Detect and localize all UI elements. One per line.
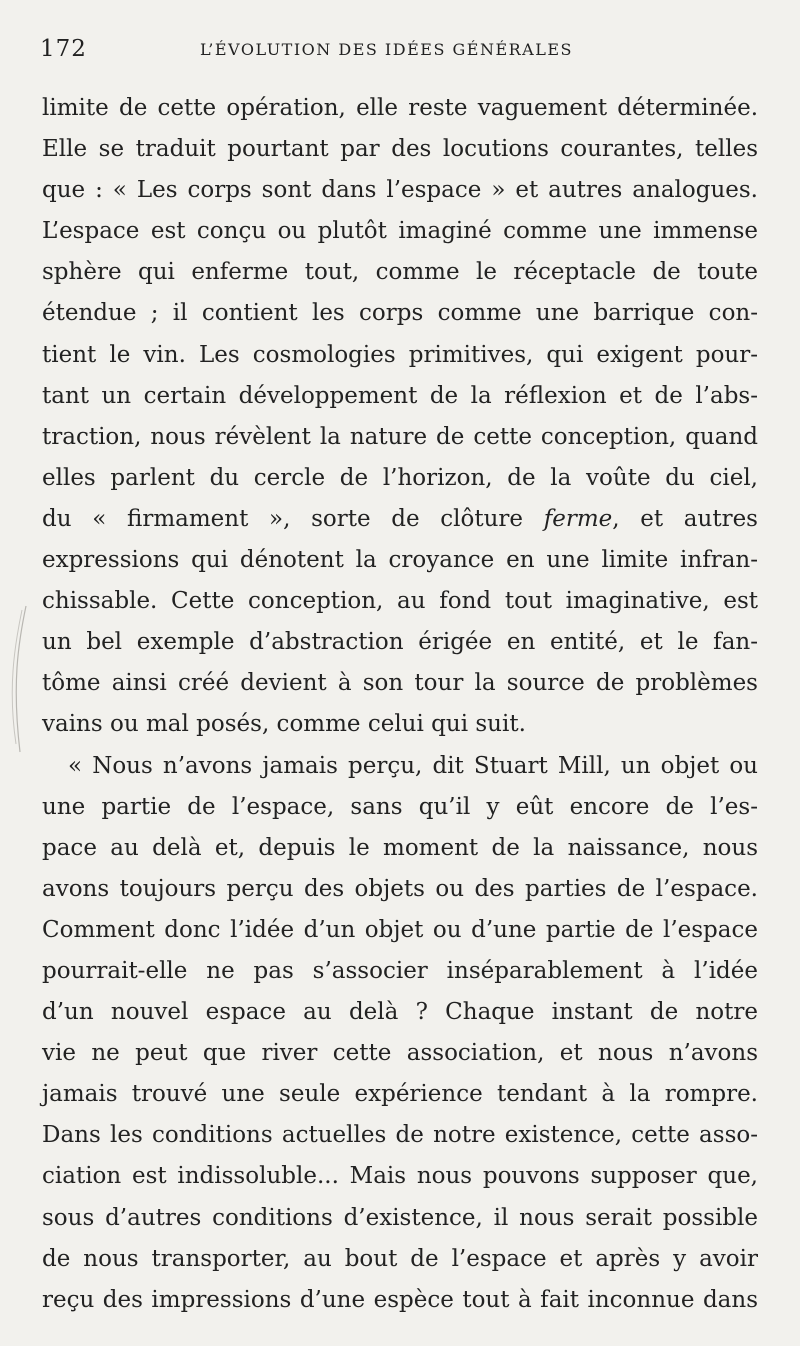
italic-word: ferme: [543, 505, 613, 532]
running-title: L’ÉVOLUTION DES IDÉES GÉNÉRALES: [200, 40, 573, 59]
text-line: vains ou mal posés, comme celui qui suit.: [42, 711, 526, 738]
text-line: tôme ainsi créé devient à son tour la source de problèmes: [42, 670, 758, 697]
text-line: ciation est indissoluble... Mais nous pouvons supposer que,: [42, 1163, 758, 1190]
text-line: vie ne peut que river cette association, et nous n’avons: [42, 1040, 758, 1067]
text-line: jamais trouvé une seule expérience tendant à la rompre.: [42, 1081, 758, 1108]
running-header: [40, 36, 760, 68]
text-line: Dans les conditions actuelles de notre existence, cette asso-: [42, 1122, 758, 1149]
text-line: Elle se traduit pourtant par des locutions courantes, telles: [42, 136, 758, 163]
text-segment: , et autres: [612, 505, 758, 532]
text-line: pourrait-elle ne pas s’associer inséparablement à l’idée: [42, 957, 758, 984]
text-line: sphère qui enferme tout, comme le réceptacle de toute: [42, 259, 758, 286]
text-line: étendue ; il contient les corps comme une barrique con-: [42, 300, 758, 327]
text-line: une partie de l’espace, sans qu’il y eût encore de l’es-: [42, 793, 758, 820]
text-line: sous d’autres conditions d’existence, il nous serait possible: [42, 1204, 758, 1231]
margin-pencil-mark: [4, 604, 34, 754]
text-line: tant un certain développement de la réflexion et de l’abs-: [42, 382, 758, 409]
text-line: un bel exemple d’abstraction érigée en entité, et le fan-: [42, 629, 758, 656]
body-text: [42, 88, 758, 1321]
text-line: chissable. Cette conception, au fond tout imaginative, est: [42, 588, 758, 615]
text-line: Comment donc l’idée d’un objet ou d’une partie de l’espace: [42, 916, 758, 943]
text-line: L’espace est conçu ou plutôt imaginé comme une immense: [42, 218, 758, 245]
text-line: de nous transporter, au bout de l’espace et après y avoir: [42, 1245, 758, 1272]
text-line: « Nous n’avons jamais perçu, dit Stuart Mill, un objet ou: [68, 752, 758, 779]
paragraph-1: [42, 88, 758, 746]
text-line: traction, nous révèlent la nature de cette conception, quand: [42, 423, 758, 450]
text-line: tient le vin. Les cosmologies primitives, qui exigent pour-: [42, 341, 758, 368]
text-line: elles parlent du cercle de l’horizon, de la voûte du ciel,: [42, 464, 758, 491]
page-number: 172: [40, 36, 87, 62]
text-line: d’un nouvel espace au delà ? Chaque instant de notre: [42, 999, 758, 1026]
text-line: reçu des impressions d’une espèce tout à fait inconnue dans: [42, 1286, 758, 1313]
text-segment: du « firmament », sorte de clôture: [42, 505, 544, 532]
text-line: que : « Les corps sont dans l’espace » et autres analogues.: [42, 177, 758, 204]
text-line: avons toujours perçu des objets ou des parties de l’espace.: [42, 875, 758, 902]
text-line: expressions qui dénotent la croyance en une limite infran-: [42, 547, 758, 574]
text-line: limite de cette opération, elle reste vaguement déterminée.: [42, 95, 758, 121]
paragraph-2: [42, 746, 758, 1321]
text-line: pace au delà et, depuis le moment de la naissance, nous: [42, 834, 758, 861]
text-line-with-italic: [42, 499, 758, 540]
